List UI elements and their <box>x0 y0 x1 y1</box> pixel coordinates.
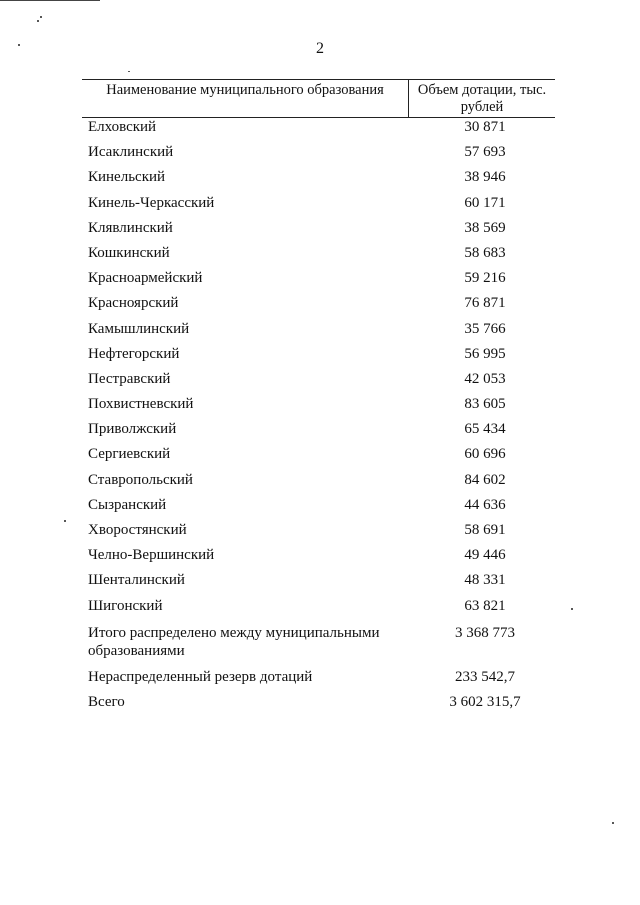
table-totals <box>0 624 640 718</box>
row-name: Нефтегорский <box>88 345 180 362</box>
row-name: Шигонский <box>88 597 163 614</box>
table-body <box>0 118 640 622</box>
table-row <box>0 219 640 244</box>
grand-total-row <box>0 693 640 718</box>
table-header <box>82 79 555 118</box>
table-row <box>0 269 640 294</box>
table-row <box>0 194 640 219</box>
row-amount: 44 636 <box>464 496 506 513</box>
row-amount: 42 053 <box>464 370 506 387</box>
row-name: Пестравский <box>88 370 171 387</box>
scan-speck <box>40 16 42 18</box>
row-amount: 58 691 <box>464 522 506 538</box>
row-name: Кошкинский <box>88 244 170 261</box>
table-row <box>0 168 640 193</box>
column-header-amount: Объем дотации, тыс. рублей <box>417 82 547 115</box>
row-name: Хворостянский <box>88 522 187 538</box>
total-distributed-label: Итого распределено между муниципальными образованиями <box>88 625 380 659</box>
scan-speck <box>128 71 130 72</box>
reserve-amount: 233 542,7 <box>455 669 515 685</box>
top-edge-rule <box>0 0 100 1</box>
total-distributed-row <box>0 624 640 668</box>
table-row <box>0 471 640 496</box>
row-amount: 49 446 <box>464 547 506 564</box>
row-amount: 84 602 <box>464 471 506 488</box>
row-name: Клявлинский <box>88 219 173 236</box>
row-name: Елховский <box>88 119 157 135</box>
row-amount: 58 683 <box>464 244 506 261</box>
row-amount: 48 331 <box>464 572 506 589</box>
reserve-label: Нераспределенный резерв дотаций <box>88 669 313 685</box>
row-amount: 60 171 <box>464 194 506 211</box>
row-name: Шенталинский <box>88 572 185 589</box>
row-amount: 76 871 <box>464 295 506 312</box>
row-name: Ставропольский <box>88 471 193 488</box>
row-name: Сызранский <box>88 496 167 513</box>
table-row <box>0 496 640 521</box>
reserve-row <box>0 668 640 693</box>
row-name: Камышлинский <box>88 320 190 337</box>
row-name: Челно-Вершинский <box>88 547 215 564</box>
row-amount: 38 946 <box>464 169 506 186</box>
row-name: Кинельский <box>88 169 166 186</box>
table-row <box>0 320 640 345</box>
row-amount: 30 871 <box>464 119 506 135</box>
table-row <box>0 597 640 622</box>
page-number: 2 <box>316 40 324 57</box>
row-amount: 60 696 <box>464 446 506 463</box>
table-row <box>0 445 640 470</box>
row-amount: 56 995 <box>464 345 506 362</box>
row-name: Сергиевский <box>88 446 171 463</box>
row-amount: 38 569 <box>464 219 506 236</box>
table-row <box>0 143 640 168</box>
table-row <box>0 294 640 319</box>
row-name: Похвистневский <box>88 396 194 413</box>
table-row <box>0 521 640 546</box>
total-distributed-amount: 3 368 773 <box>455 625 515 641</box>
table-row <box>0 420 640 445</box>
grand-total-label: Всего <box>88 694 125 710</box>
row-name: Красноярский <box>88 295 179 312</box>
scan-speck <box>612 822 614 824</box>
table-row <box>0 370 640 395</box>
row-amount: 57 693 <box>464 144 506 161</box>
row-name: Кинель-Черкасский <box>88 194 215 211</box>
row-amount: 59 216 <box>464 270 506 287</box>
row-amount: 63 821 <box>464 597 506 614</box>
table-row <box>0 345 640 370</box>
table-row <box>0 571 640 596</box>
table-row <box>0 118 640 143</box>
row-amount: 65 434 <box>464 421 506 438</box>
row-amount: 35 766 <box>464 320 506 337</box>
row-name: Красноармейский <box>88 270 203 287</box>
column-header-name: Наименование муниципального образования <box>106 82 384 98</box>
grand-total-amount: 3 602 315,7 <box>449 694 521 710</box>
table-row <box>0 395 640 420</box>
row-name: Исаклинский <box>88 144 174 161</box>
row-name: Приволжский <box>88 421 177 438</box>
scan-speck <box>37 20 39 22</box>
table-row <box>0 546 640 571</box>
row-amount: 83 605 <box>464 396 506 413</box>
table-row <box>0 244 640 269</box>
